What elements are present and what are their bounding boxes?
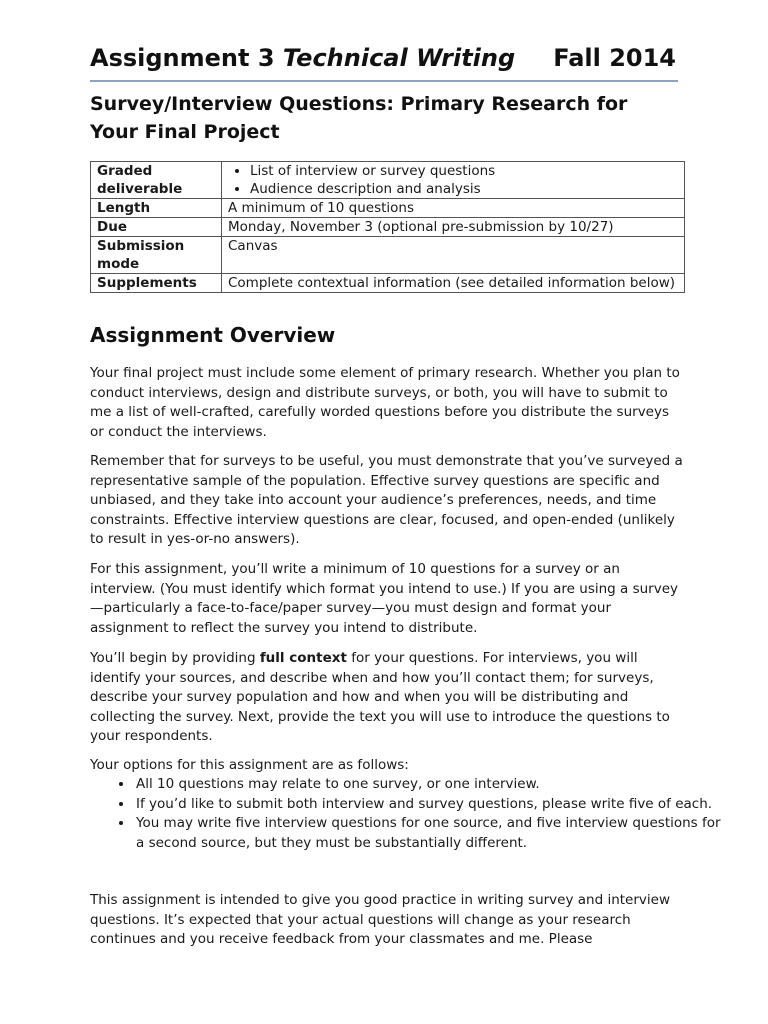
- graded-deliverable-value: [222, 162, 685, 199]
- table-row: [91, 218, 685, 237]
- submission-mode-key: Submission mode: [91, 237, 222, 274]
- length-value: A minimum of 10 questions: [222, 199, 685, 218]
- section-heading: Assignment Overview: [90, 323, 336, 347]
- graded-deliverable-key: Graded deliverable: [91, 162, 222, 199]
- document-title: [90, 44, 515, 72]
- document-header: [90, 40, 678, 82]
- paragraph: This assignment is intended to give you good practice in writing survey and interview questions. It’s expected that your actual questions will change as your research continues and you receive feedback from your classmates and me. Please: [90, 892, 670, 947]
- options-list: [90, 775, 729, 853]
- submission-mode-value: Canvas: [222, 237, 685, 274]
- paragraph: Your final project must include some element of primary research. Whether you plan to conduct interviews, design and distribute surveys, or both, you will have to submit to me a list of well-crafted, carefully worded questions before you distribute the surveys or conduct the interviews.: [90, 365, 680, 440]
- due-value: Monday, November 3 (optional pre-submission by 10/27): [222, 218, 685, 237]
- term-label: Fall 2014: [553, 44, 676, 72]
- table-row: [91, 274, 685, 293]
- table-row: [91, 162, 685, 199]
- supplements-value: Complete contextual information (see detailed information below): [222, 274, 685, 293]
- list-item: • You may write five interview questions for one source, and five interview questions for a second source, but they must be substantially different.: [134, 814, 729, 853]
- title-prefix: Assignment 3: [90, 44, 283, 72]
- paragraph: [90, 649, 685, 747]
- paragraph: For this assignment, you’ll write a minimum of 10 questions for a survey or an interview. (You must identify which format you intend to use.) If you are using a survey—particularly a face-to-face/paper survey—you must design and format your assignment to reflect the survey you intend to distribute.: [90, 561, 679, 636]
- deliverable-list: [228, 162, 678, 198]
- list-item: • Audience description and analysis: [250, 180, 678, 198]
- assignment-subtitle: Survey/Interview Questions: Primary Research for Your Final Project: [90, 93, 628, 143]
- bold-term: full context: [259, 650, 347, 666]
- options-intro: Your options for this assignment are as follows:: [90, 757, 409, 773]
- assignment-info-table: [90, 161, 685, 293]
- course-name: Technical Writing: [282, 44, 516, 72]
- paragraph-text: You’ll begin by providing: [90, 650, 260, 666]
- paragraph-text: for your questions. For interviews, you will identify your sources, and describe when and how you’ll contact them; for surveys, describe your survey population and how and when you will be distributing and collecting the survey. Next, provide the text you will use to introduce the questions to your respondents.: [90, 650, 670, 744]
- paragraph: Remember that for surveys to be useful, you must demonstrate that you’ve surveyed a representative sample of the population. Effective survey questions are specific and unbiased, and they take into account your audience’s preferences, needs, and time constraints. Effective interview questions are clear, focused, and open-ended (unlikely to result in yes-or-no answers).: [90, 453, 683, 547]
- list-item: • All 10 questions may relate to one survey, or one interview.: [134, 775, 729, 795]
- list-item: • List of interview or survey questions: [250, 162, 678, 180]
- table-row: [91, 199, 685, 218]
- table-row: [91, 237, 685, 274]
- length-key: Length: [91, 199, 222, 218]
- due-key: Due: [91, 218, 222, 237]
- supplements-key: Supplements: [91, 274, 222, 293]
- list-item: • If you’d like to submit both interview and survey questions, please write five of each.: [134, 795, 729, 815]
